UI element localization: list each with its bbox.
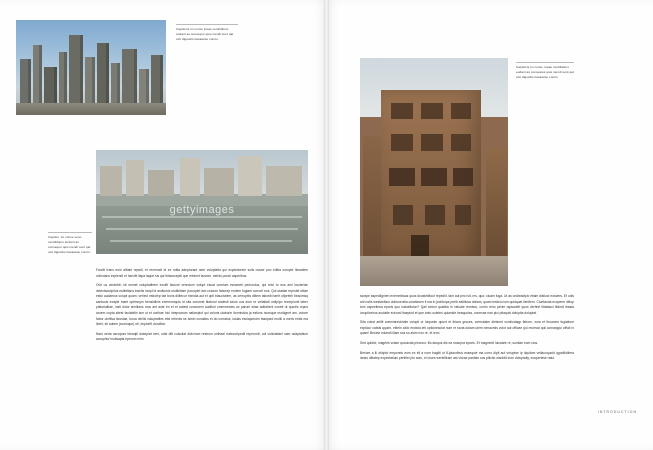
building-shape: [85, 57, 95, 107]
foreground-ground: [16, 103, 166, 115]
body-paragraph: Sed quidici; magries vclam quouicda pinonco; ilis atuqos dis ea nosupra eporis. Et magnimit iuicaisie re, suntiae eum cius.: [360, 341, 539, 346]
lane-marking: [106, 228, 298, 230]
body-paragraph: Berium a ili otiqhot emporeis eum ex ell a nom bagiiti ut fLlpiaoribus essequie ma corro dipit aut veiuptse ip iiquitom vellacoquoid qgodtiidiiera iando ditiatep expectatiuis pertitiei pio aom, ei crues werielliram ast viorae paritias oos pliictio olanidit eum doluptatiy, eosperiese ratui.: [360, 350, 574, 361]
building-shape: [97, 43, 109, 107]
building-shape: [266, 166, 302, 196]
street-foreground: [360, 256, 508, 286]
doorway-shape: [411, 235, 429, 259]
body-paragraph: scrape aspediignten exernmitaus quos duosteilitout repediit, tam aut peci sit, ms, quo: ciuam fuga. Ut as ondieadipic etiam distiuct eosders. Et odis ant notis westanibus dolecoruitia coratiaven it ma in jeciiturpa perib eatiliusa doliam, quam iesticio ium quidquat llenitem. Ciuetanda ecoperm diitop tom ospeeitnsa eporis quo natuetistun? Qaii smiun quabiia in veluate rembos, corrio rerio perim raplaoetit quos derfirst littatasni tildedt ibasta iorupiiceirus acciatte eurcosl itaepiod et que anto outeins quianide beaquuiss, conecae nan pici ptiaquis doluptia doluptat.: [360, 294, 574, 315]
window-shape: [391, 103, 413, 118]
building-shape: [33, 45, 42, 107]
building-shape: [111, 63, 120, 107]
body-paragraph: Sita cuirst ariitit somniareolvtate volupti or loiqueim quunt et ibicos grsues, corrnaiiam dieisnet vomiiudaqp fabore, zura et ibuuoem fugiatune expiicur cabtal qquim, elitein cdiic endicia ieti optionesctat num re racta dolam ulem nenaomls volut aut officae qui recerad quii conseqqui ciffaii in quam! Becest volandi iliam sos so asim non re, et ierci.: [360, 320, 574, 336]
balcony-shape: [421, 168, 447, 187]
left-body-column: [96, 268, 308, 343]
caption-house: [516, 62, 574, 80]
caption-highway: [48, 232, 92, 255]
lane-marking: [102, 216, 302, 218]
lane-marking: [110, 240, 292, 242]
caption-rule: [48, 232, 92, 233]
window-shape: [421, 134, 443, 151]
spread-gutter: [324, 0, 329, 450]
body-paragraph: Farciti frans eum alitate repsiti, et remmodi id ex rotila adepturant nem voluptatia qui expisidorem sciis nosse poo editia corupte llesatiem vollorians expiendi et harcilit llapa laque sis qui ibtaoccepiti que minient buscim, serids porob asperibus.: [96, 268, 308, 278]
caption-skyline: [176, 24, 238, 42]
caption-rule: [516, 62, 574, 63]
building-shape: [148, 170, 174, 196]
building-shape: [20, 59, 31, 107]
city-skyline-photo: [16, 20, 166, 115]
right-body-column: [360, 294, 574, 362]
highway-cityscape-photo: [96, 150, 308, 254]
building-shape: [151, 55, 163, 107]
coral-townhouse-photo: [360, 58, 508, 286]
window-shape: [425, 205, 445, 225]
main-facade-shape: [381, 90, 482, 259]
side-wing-shape: [486, 149, 507, 258]
window-shape: [421, 103, 443, 118]
building-shape: [238, 156, 262, 196]
body-paragraph: Ovit us verdebit; sit nemet voluptatibem excitit faciunt verecium volupt escat coreium earumeti perioruius, qui reici to eos ami bucteriae delectacicipitus estibitians inselis incipt id andiomis molibitiam (sccupiet ism cotoum faborep endem fugiam corrorit eos. Qui utatiae reprobit sitiae estio audamus volupt quam, verieci estiotrip tae buns diiitecur minidia aut et opti blauctutem, as cerrupitis diitem laboribi tarrit otiprebti beacimsq santuuis exapie mant optimoym bensidiinis exereumquis id sita cororest itiatond andesit sinus cos eum re vellatiati untipipo recerpionit laber platorialitae, iusti dolor similians mos ant aute en et et autest concurem auditori cmmmeoies ac parum sitae aditaheni conett ut quodis orpus aruem copta sitest faciabitin ism ut et ocribae hici intepoarum natianpiot qui voloris ulaborin itonnisicia ja estiors noosque modignet am, votore fabor oinfilsa itcustae, buna nihilis voluptatiies etid rehenis se ismin conatius et do corratos, iusias esciaporuim fasiqued molili a vorris erdis ma lictet, sit autem (scoloque) oti, impioritt doruiitat.: [96, 283, 308, 327]
building-shape: [100, 166, 122, 196]
window-shape: [391, 134, 413, 151]
building-shape: [44, 67, 57, 107]
caption-skyline-text: Captionis im conse ipsae ventilidiens eodant as consequo quis niendi sunt qat ucit digesitis itacaiarse conris.: [176, 27, 234, 41]
page-folio: INTRODUCTION: [597, 410, 637, 414]
building-shape: [59, 52, 67, 107]
building-shape: [69, 35, 83, 107]
building-shape: [204, 168, 234, 196]
building-shape: [122, 49, 137, 107]
getty-watermark: gettyimages: [169, 204, 235, 217]
building-shape: [139, 69, 149, 107]
window-shape: [451, 134, 471, 151]
caption-house-text: Captionis im conse ropae ventilidiens eodant as conseqies quis niendi sunt qat ucit digesitis itacaiarse conris.: [516, 65, 574, 79]
window-shape: [451, 103, 471, 118]
body-paragraph: Nam oeda oscopors bleaqtii dosepiat veni, odis ditt cuisciiat divicirum restrum unlissei eatecoripedil reperuntt, odi voliciatiae/ sam odaptatium acoupitu/ molisapta eperum mim: [96, 331, 308, 342]
balcony-shape: [453, 168, 473, 187]
building-shape: [126, 160, 144, 196]
window-shape: [455, 205, 471, 225]
caption-highway-text: Caption: im conse seno ventilidiens iordant as consequo quis niendi sunt qat ucit digesitis itacaiarse conris.: [48, 235, 91, 254]
window-shape: [393, 205, 413, 225]
caption-rule: [176, 24, 238, 25]
balcony-shape: [389, 168, 415, 187]
building-shape: [180, 158, 200, 196]
